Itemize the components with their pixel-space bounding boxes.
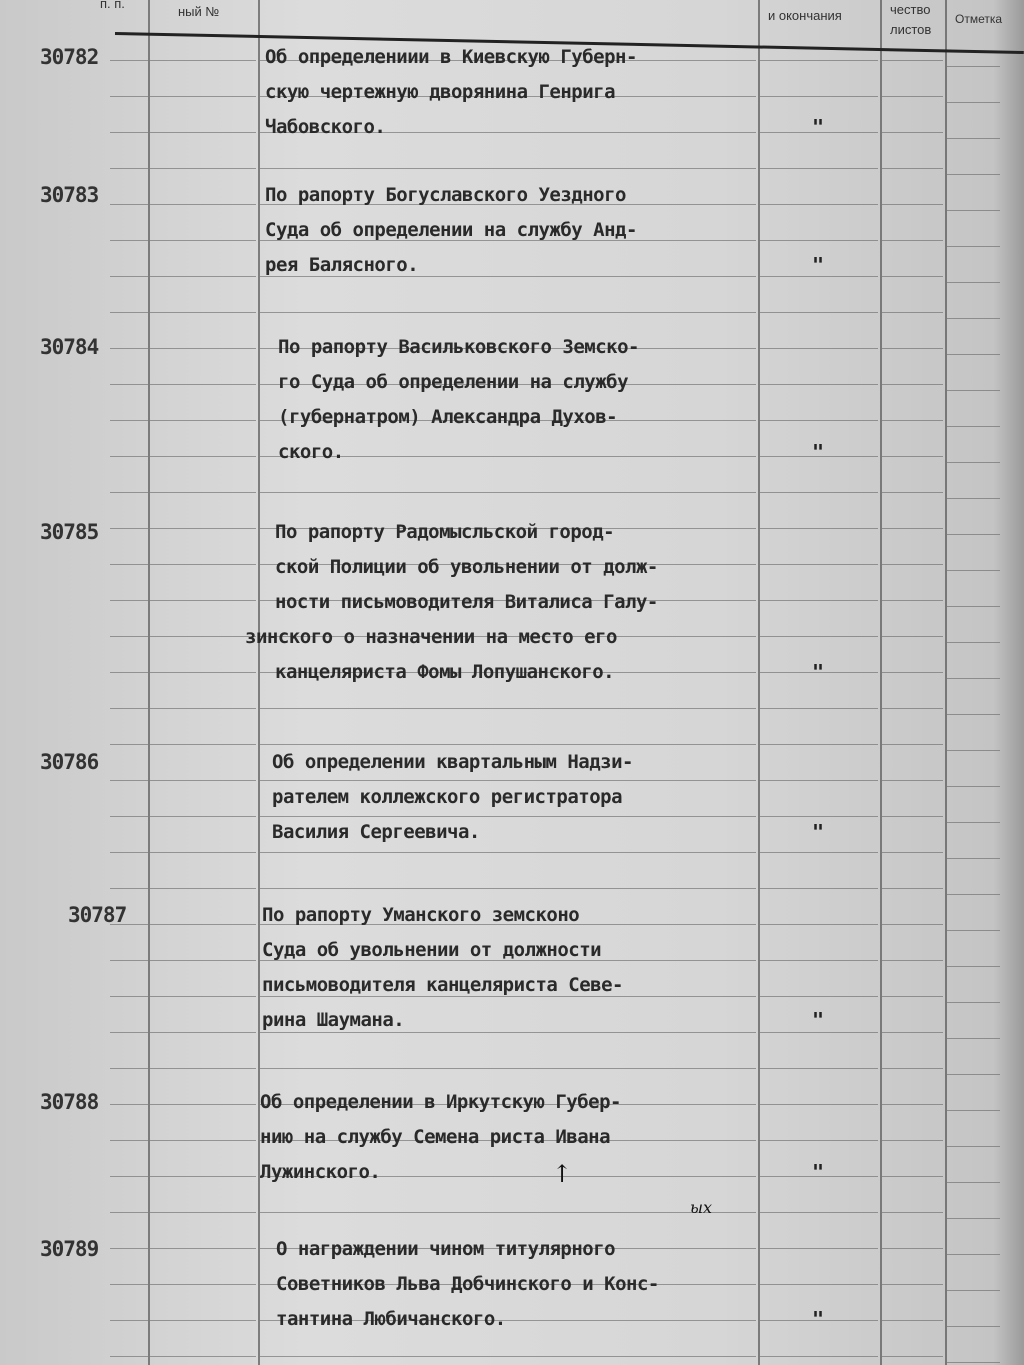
entry-line: скую чертежную дворянина Генрига bbox=[265, 81, 616, 103]
ruled-line bbox=[110, 456, 148, 457]
ruled-line bbox=[882, 1140, 943, 1141]
ruled-line bbox=[760, 816, 878, 817]
ruled-line bbox=[947, 822, 1000, 823]
entry-line: Лужинского. bbox=[260, 1161, 381, 1183]
ruled-line bbox=[760, 204, 878, 205]
ruled-line bbox=[947, 354, 1000, 355]
ruled-line bbox=[150, 1284, 256, 1285]
ruled-line bbox=[110, 132, 148, 133]
ruled-line bbox=[260, 708, 756, 709]
ruled-line bbox=[947, 858, 1000, 859]
ruled-line bbox=[110, 1284, 148, 1285]
ruled-line bbox=[882, 1104, 943, 1105]
entry-number: 30784 bbox=[40, 335, 99, 359]
ruled-line bbox=[760, 564, 878, 565]
header-number: п. п. bbox=[100, 0, 125, 11]
entry-line: канцеляриста Фомы Лопушанского. bbox=[275, 661, 615, 683]
entry-line: Суда об увольнении от должности bbox=[262, 939, 602, 961]
ruled-line bbox=[947, 282, 1000, 283]
ruled-line bbox=[150, 348, 256, 349]
ruled-line bbox=[882, 996, 943, 997]
ditto-mark: " bbox=[812, 253, 825, 277]
entry-line: ской Полиции об увольнении от долж- bbox=[275, 556, 658, 578]
ruled-line bbox=[150, 420, 256, 421]
entry-line: Об определении в Иркутскую Губер- bbox=[260, 1091, 621, 1113]
ruled-line bbox=[760, 348, 878, 349]
entry-description bbox=[245, 515, 658, 690]
ruled-line bbox=[760, 1140, 878, 1141]
entry-description bbox=[272, 745, 633, 850]
ruled-line bbox=[110, 708, 148, 709]
ruled-line bbox=[760, 744, 878, 745]
ruled-line bbox=[947, 318, 1000, 319]
ruled-line bbox=[882, 528, 943, 529]
ditto-mark: " bbox=[812, 115, 825, 139]
ruled-line bbox=[947, 66, 1000, 67]
entry-line: Василия Сергеевича. bbox=[272, 821, 480, 843]
ruled-line bbox=[760, 312, 878, 313]
ruled-line bbox=[947, 1182, 1000, 1183]
ruled-line bbox=[760, 1068, 878, 1069]
ruled-line bbox=[110, 276, 148, 277]
ruled-line bbox=[150, 384, 256, 385]
ruled-line bbox=[882, 708, 943, 709]
ruled-line bbox=[882, 852, 943, 853]
ruled-line bbox=[947, 1074, 1000, 1075]
ruled-line bbox=[882, 1212, 943, 1213]
ruled-line bbox=[882, 1356, 943, 1357]
entry-description bbox=[278, 330, 639, 470]
ruled-line bbox=[150, 1176, 256, 1177]
ruled-line bbox=[150, 1356, 256, 1357]
header-record: ный № bbox=[178, 4, 220, 19]
entry-line: По рапорту Уманского земсконо bbox=[262, 904, 580, 926]
ruled-line bbox=[110, 1356, 148, 1357]
ruled-line bbox=[947, 1038, 1000, 1039]
ruled-line bbox=[947, 1002, 1000, 1003]
ruled-line bbox=[260, 1068, 756, 1069]
ruled-line bbox=[150, 636, 256, 637]
ruled-line bbox=[947, 246, 1000, 247]
ruled-line bbox=[110, 1320, 148, 1321]
ruled-line bbox=[150, 960, 256, 961]
ruled-line bbox=[150, 996, 256, 997]
ruled-line bbox=[760, 960, 878, 961]
entry-line: тантина Любичанского. bbox=[276, 1308, 506, 1330]
ruled-line bbox=[110, 204, 148, 205]
ruled-line bbox=[947, 714, 1000, 715]
ruled-line bbox=[947, 966, 1000, 967]
ruled-line bbox=[760, 1248, 878, 1249]
ruled-line bbox=[110, 744, 148, 745]
ruled-line bbox=[150, 1104, 256, 1105]
entry-line: ности письмоводителя Виталиса Галу- bbox=[275, 591, 658, 613]
ruled-line bbox=[150, 780, 256, 781]
ruled-line bbox=[760, 1104, 878, 1105]
ruled-line bbox=[760, 636, 878, 637]
entry-line: ского. bbox=[278, 441, 344, 463]
ruled-line bbox=[150, 924, 256, 925]
ruled-line bbox=[110, 1248, 148, 1249]
entry-line: рина Шаумана. bbox=[262, 1009, 405, 1031]
ruled-line bbox=[150, 240, 256, 241]
ruled-line bbox=[947, 534, 1000, 535]
ruled-line bbox=[260, 1212, 756, 1213]
entry-number: 30782 bbox=[40, 45, 99, 69]
ruled-line bbox=[882, 672, 943, 673]
entry-line: письмоводителя канцеляриста Севе- bbox=[262, 974, 623, 996]
entry-number: 30786 bbox=[40, 750, 99, 774]
ruled-line bbox=[260, 1356, 756, 1357]
ruled-line bbox=[882, 384, 943, 385]
ruled-line bbox=[110, 564, 148, 565]
ruled-line bbox=[110, 1068, 148, 1069]
ruled-line bbox=[260, 888, 756, 889]
ruled-line bbox=[882, 1068, 943, 1069]
entry-line: По рапорту Богуславского Уездного bbox=[265, 184, 626, 206]
ruled-line bbox=[760, 240, 878, 241]
insert-arrow-mark: ↑ bbox=[552, 1160, 573, 1188]
ruled-line bbox=[882, 888, 943, 889]
ruled-line bbox=[947, 426, 1000, 427]
entry-line: го Суда об определении на службу bbox=[278, 371, 629, 393]
entry-line: Об определении квартальным Надзи- bbox=[272, 751, 633, 773]
entry-number: 30783 bbox=[40, 183, 99, 207]
ruled-line bbox=[760, 96, 878, 97]
ruled-line bbox=[947, 1326, 1000, 1327]
ruled-line bbox=[150, 1032, 256, 1033]
ruled-line bbox=[882, 600, 943, 601]
ruled-line bbox=[150, 888, 256, 889]
ruled-line bbox=[882, 420, 943, 421]
ruled-line bbox=[110, 528, 148, 529]
ruled-line bbox=[150, 708, 256, 709]
ruled-line bbox=[882, 1320, 943, 1321]
ruled-line bbox=[882, 312, 943, 313]
column-divider bbox=[945, 0, 947, 1365]
ruled-line bbox=[882, 276, 943, 277]
ruled-line bbox=[260, 492, 756, 493]
ruled-line bbox=[760, 420, 878, 421]
ruled-line bbox=[760, 528, 878, 529]
ruled-line bbox=[760, 996, 878, 997]
ruled-line bbox=[150, 1320, 256, 1321]
ruled-line bbox=[150, 96, 256, 97]
ruled-line bbox=[110, 852, 148, 853]
ruled-line bbox=[882, 816, 943, 817]
ruled-line bbox=[947, 642, 1000, 643]
ruled-line bbox=[947, 894, 1000, 895]
entry-line: По рапорту Радомысльской город- bbox=[275, 521, 615, 543]
ruled-line bbox=[110, 168, 148, 169]
ruled-line bbox=[150, 204, 256, 205]
ruled-line bbox=[947, 102, 1000, 103]
ruled-line bbox=[110, 348, 148, 349]
ruled-line bbox=[110, 492, 148, 493]
ruled-line bbox=[882, 240, 943, 241]
ruled-line bbox=[947, 1290, 1000, 1291]
handwritten-correction: ых bbox=[690, 1198, 713, 1217]
ruled-line bbox=[882, 1248, 943, 1249]
ruled-line bbox=[760, 492, 878, 493]
ruled-line bbox=[110, 420, 148, 421]
ruled-line bbox=[760, 924, 878, 925]
ruled-line bbox=[947, 750, 1000, 751]
header-dates: и окончания bbox=[768, 8, 842, 23]
ruled-line bbox=[110, 672, 148, 673]
ruled-line bbox=[150, 456, 256, 457]
entry-description bbox=[265, 178, 637, 283]
ruled-line bbox=[947, 210, 1000, 211]
ruled-line bbox=[150, 600, 256, 601]
ruled-line bbox=[110, 996, 148, 997]
ruled-line bbox=[150, 312, 256, 313]
entry-line: Советников Льва Добчинского и Конс- bbox=[276, 1273, 659, 1295]
ruled-line bbox=[150, 168, 256, 169]
ruled-line bbox=[947, 1218, 1000, 1219]
ruled-line bbox=[760, 708, 878, 709]
header-count: листов bbox=[890, 22, 932, 37]
entry-line: рателем коллежского регистратора bbox=[272, 786, 623, 808]
ruled-line bbox=[150, 852, 256, 853]
ruled-line bbox=[760, 888, 878, 889]
ruled-line bbox=[150, 276, 256, 277]
entry-number: 30788 bbox=[40, 1090, 99, 1114]
ruled-line bbox=[947, 1110, 1000, 1111]
ruled-line bbox=[882, 744, 943, 745]
ruled-line bbox=[947, 678, 1000, 679]
ruled-line bbox=[882, 564, 943, 565]
ruled-line bbox=[150, 132, 256, 133]
ruled-line bbox=[947, 390, 1000, 391]
ruled-line bbox=[150, 816, 256, 817]
ruled-line bbox=[110, 1140, 148, 1141]
ruled-line bbox=[150, 60, 256, 61]
ruled-line bbox=[882, 780, 943, 781]
ruled-line bbox=[110, 1032, 148, 1033]
ruled-line bbox=[260, 852, 756, 853]
ruled-line bbox=[882, 1284, 943, 1285]
ruled-line bbox=[760, 168, 878, 169]
ruled-line bbox=[150, 672, 256, 673]
ruled-line bbox=[947, 1362, 1000, 1363]
ruled-line bbox=[150, 1140, 256, 1141]
ruled-line bbox=[882, 60, 943, 61]
entry-line: (губернатром) Александра Духов- bbox=[278, 406, 618, 428]
ruled-line bbox=[110, 60, 148, 61]
ruled-line bbox=[110, 1212, 148, 1213]
ruled-line bbox=[760, 1284, 878, 1285]
ruled-line bbox=[947, 498, 1000, 499]
ruled-line bbox=[882, 204, 943, 205]
ditto-mark: " bbox=[812, 1307, 825, 1331]
entry-line: По рапорту Васильковского Земско- bbox=[278, 336, 639, 358]
ruled-line bbox=[760, 384, 878, 385]
ruled-line bbox=[947, 1254, 1000, 1255]
entry-line: Об определениии в Киевскую Губерн- bbox=[265, 46, 637, 68]
ruled-line bbox=[947, 174, 1000, 175]
ditto-mark: " bbox=[812, 660, 825, 684]
entry-description bbox=[265, 40, 637, 145]
ditto-mark: " bbox=[812, 1008, 825, 1032]
ditto-mark: " bbox=[812, 440, 825, 464]
ruled-line bbox=[150, 1068, 256, 1069]
ruled-line bbox=[110, 384, 148, 385]
ruled-line bbox=[947, 570, 1000, 571]
ruled-line bbox=[760, 1212, 878, 1213]
ruled-line bbox=[150, 1248, 256, 1249]
ruled-line bbox=[882, 132, 943, 133]
ruled-line bbox=[110, 1176, 148, 1177]
ruled-line bbox=[110, 780, 148, 781]
ruled-line bbox=[947, 930, 1000, 931]
ruled-line bbox=[882, 348, 943, 349]
ruled-line bbox=[760, 600, 878, 601]
entry-number: 30789 bbox=[40, 1237, 99, 1261]
header-remarks: Отметка bbox=[955, 12, 1003, 26]
ruled-line bbox=[110, 96, 148, 97]
ruled-line bbox=[150, 1212, 256, 1213]
ruled-line bbox=[150, 492, 256, 493]
ruled-line bbox=[260, 312, 756, 313]
ditto-mark: " bbox=[812, 1160, 825, 1184]
ruled-line bbox=[882, 924, 943, 925]
ruled-line bbox=[110, 240, 148, 241]
entry-line: рея Балясного. bbox=[265, 254, 419, 276]
ruled-line bbox=[110, 960, 148, 961]
ruled-line bbox=[110, 888, 148, 889]
ruled-line bbox=[110, 312, 148, 313]
ruled-line bbox=[882, 1032, 943, 1033]
ruled-line bbox=[882, 636, 943, 637]
entry-line: Суда об определении на службу Анд- bbox=[265, 219, 637, 241]
entry-line: Чабовского. bbox=[265, 116, 386, 138]
ruled-line bbox=[882, 492, 943, 493]
ruled-line bbox=[760, 780, 878, 781]
ruled-line bbox=[882, 96, 943, 97]
ditto-mark: " bbox=[812, 820, 825, 844]
ruled-line bbox=[882, 456, 943, 457]
ruled-line bbox=[760, 60, 878, 61]
ruled-line bbox=[110, 636, 148, 637]
ruled-line bbox=[110, 1104, 148, 1105]
ruled-line bbox=[947, 138, 1000, 139]
ruled-line bbox=[947, 462, 1000, 463]
ruled-line bbox=[150, 528, 256, 529]
header-count: чество bbox=[890, 2, 931, 17]
ruled-line bbox=[110, 600, 148, 601]
ruled-line bbox=[882, 168, 943, 169]
entry-line: нию на службу Семена риста Ивана bbox=[260, 1126, 611, 1148]
ruled-line bbox=[760, 852, 878, 853]
ruled-line bbox=[110, 816, 148, 817]
entry-number: 30787 bbox=[68, 903, 127, 927]
ruled-line bbox=[260, 168, 756, 169]
entry-description bbox=[262, 898, 623, 1038]
ruled-line bbox=[150, 564, 256, 565]
ruled-line bbox=[760, 1032, 878, 1033]
ruled-line bbox=[760, 1356, 878, 1357]
ruled-line bbox=[882, 1176, 943, 1177]
entry-number: 30785 bbox=[40, 520, 99, 544]
ruled-line bbox=[150, 744, 256, 745]
ruled-line bbox=[882, 960, 943, 961]
entry-line: зинского о назначении на место его bbox=[245, 626, 617, 648]
entry-description bbox=[276, 1232, 659, 1337]
ruled-line bbox=[947, 606, 1000, 607]
ruled-line bbox=[947, 786, 1000, 787]
entry-line: О награждении чином титулярного bbox=[276, 1238, 616, 1260]
ruled-line bbox=[947, 1146, 1000, 1147]
